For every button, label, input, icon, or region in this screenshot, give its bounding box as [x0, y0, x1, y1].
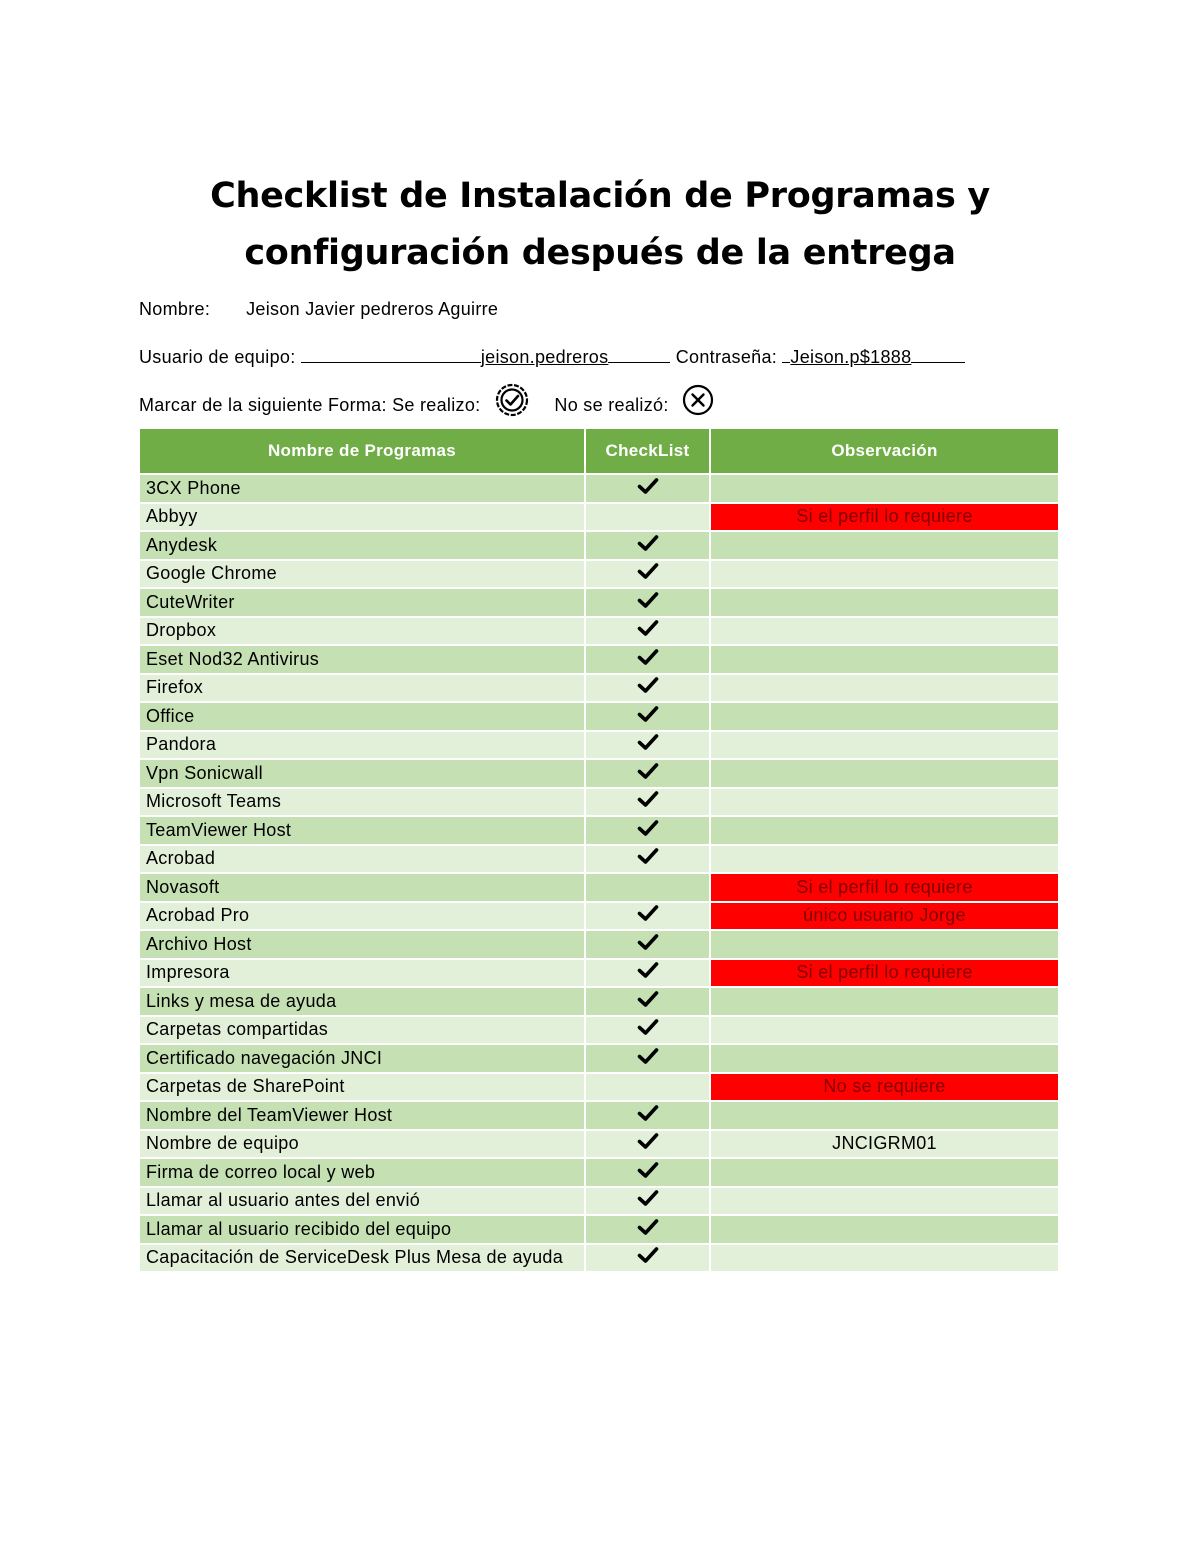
table-row: [139, 674, 1059, 703]
no-realizo-label: No se realizó:: [554, 394, 669, 415]
check-icon: [637, 906, 659, 926]
checklist-cell: [585, 588, 710, 617]
program-name-cell: Impresora: [139, 959, 585, 988]
check-icon: [637, 536, 659, 556]
table-row: [139, 1187, 1059, 1216]
observation-cell: Si el perfil lo requiere: [710, 959, 1059, 988]
check-icon: [637, 1163, 659, 1183]
checklist-cell: [585, 788, 710, 817]
title-line-2: configuración después de la entrega: [244, 233, 956, 273]
observation-cell: [710, 674, 1059, 703]
observation-cell: [710, 1158, 1059, 1187]
checklist-cell: [585, 503, 710, 532]
checklist-cell: [585, 1101, 710, 1130]
contrasena-label: Contraseña:: [675, 347, 778, 367]
program-name-cell: Anydesk: [139, 531, 585, 560]
usuario-value: jeison.pedreros: [480, 347, 609, 367]
checklist-cell: [585, 702, 710, 731]
checklist-cell: [585, 531, 710, 560]
table-row: [139, 731, 1059, 760]
program-name-cell: Nombre del TeamViewer Host: [139, 1101, 585, 1130]
program-name-cell: Vpn Sonicwall: [139, 759, 585, 788]
observation-cell: [710, 1016, 1059, 1045]
program-name-cell: Acrobad Pro: [139, 902, 585, 931]
program-name-cell: Certificado navegación JNCI: [139, 1044, 585, 1073]
nombre-label: Nombre:: [139, 299, 211, 319]
checklist-cell: [585, 1073, 710, 1102]
program-name-cell: Google Chrome: [139, 560, 585, 589]
check-circle-icon: [494, 382, 530, 430]
check-icon: [637, 621, 659, 641]
observation-cell: [710, 645, 1059, 674]
check-icon: [637, 963, 659, 983]
observation-cell: [710, 531, 1059, 560]
table-row: [139, 1244, 1059, 1273]
observation-cell: [710, 816, 1059, 845]
checklist-cell: [585, 731, 710, 760]
program-name-cell: Dropbox: [139, 617, 585, 646]
table-row: [139, 1215, 1059, 1244]
header-nombre-programas: Nombre de Programas: [139, 428, 585, 474]
checklist-table: [138, 427, 1060, 1273]
check-icon: [637, 479, 659, 499]
header-checklist: CheckList: [585, 428, 710, 474]
observation-cell: [710, 930, 1059, 959]
checklist-cell: [585, 1244, 710, 1273]
check-icon: [637, 992, 659, 1012]
observation-cell: [710, 788, 1059, 817]
observation-cell: [710, 1215, 1059, 1244]
observation-cell: [710, 731, 1059, 760]
check-icon: [637, 564, 659, 584]
program-name-cell: Abbyy: [139, 503, 585, 532]
program-name-cell: Links y mesa de ayuda: [139, 987, 585, 1016]
observation-cell: [710, 845, 1059, 874]
check-icon: [637, 650, 659, 670]
table-row: [139, 560, 1059, 589]
check-icon: [637, 707, 659, 727]
table-row: [139, 1073, 1059, 1102]
checklist-cell: [585, 617, 710, 646]
check-icon: [637, 764, 659, 784]
usuario-line: [139, 344, 965, 368]
observation-cell: Si el perfil lo requiere: [710, 503, 1059, 532]
observation-cell: [710, 560, 1059, 589]
check-icon: [637, 1134, 659, 1154]
checklist-cell: [585, 845, 710, 874]
program-name-cell: TeamViewer Host: [139, 816, 585, 845]
program-name-cell: Firma de correo local y web: [139, 1158, 585, 1187]
checklist-cell: [585, 1044, 710, 1073]
observation-cell: único usuario Jorge: [710, 902, 1059, 931]
checklist-cell: [585, 1158, 710, 1187]
table-row: [139, 1101, 1059, 1130]
check-icon: [637, 935, 659, 955]
header-observacion: Observación: [710, 428, 1059, 474]
program-name-cell: Carpetas compartidas: [139, 1016, 585, 1045]
table-row: [139, 645, 1059, 674]
check-icon: [637, 1049, 659, 1069]
observation-cell: [710, 1187, 1059, 1216]
observation-cell: [710, 1101, 1059, 1130]
marcar-line: [139, 382, 714, 418]
program-name-cell: Acrobad: [139, 845, 585, 874]
table-row: [139, 987, 1059, 1016]
table-row: [139, 930, 1059, 959]
program-name-cell: CuteWriter: [139, 588, 585, 617]
program-name-cell: Capacitación de ServiceDesk Plus Mesa de ayuda: [139, 1244, 585, 1273]
table-header-row: [139, 428, 1059, 474]
table-row: [139, 959, 1059, 988]
contrasena-value: Jeison.p$1888: [790, 347, 912, 367]
checklist-cell: [585, 1016, 710, 1045]
checklist-cell: [585, 674, 710, 703]
check-icon: [637, 1106, 659, 1126]
nombre-line: [139, 299, 498, 320]
check-icon: [637, 593, 659, 613]
table-row: [139, 816, 1059, 845]
checklist-cell: [585, 474, 710, 503]
title-line-1: Checklist de Instalación de Programas y: [210, 176, 990, 216]
checklist-cell: [585, 645, 710, 674]
program-name-cell: Llamar al usuario antes del envió: [139, 1187, 585, 1216]
check-icon: [637, 678, 659, 698]
checklist-cell: [585, 959, 710, 988]
check-icon: [637, 735, 659, 755]
observation-cell: [710, 1244, 1059, 1273]
observation-cell: [710, 1044, 1059, 1073]
table-body: [139, 474, 1059, 1272]
program-name-cell: Carpetas de SharePoint: [139, 1073, 585, 1102]
table-row: [139, 531, 1059, 560]
usuario-blank-after: [608, 344, 670, 363]
nombre-value: Jeison Javier pedreros Aguirre: [246, 299, 499, 319]
check-icon: [637, 792, 659, 812]
checklist-cell: [585, 759, 710, 788]
table-row: [139, 873, 1059, 902]
check-icon: [637, 849, 659, 869]
checklist-cell: [585, 1130, 710, 1159]
check-icon: [637, 1191, 659, 1211]
program-name-cell: Llamar al usuario recibido del equipo: [139, 1215, 585, 1244]
checklist-cell: [585, 560, 710, 589]
checklist-cell: [585, 873, 710, 902]
table-row: [139, 474, 1059, 503]
marcar-label: Marcar de la siguiente Forma: Se realizo:: [139, 394, 481, 415]
table-row: [139, 617, 1059, 646]
table-row: [139, 1044, 1059, 1073]
table-row: [139, 503, 1059, 532]
observation-cell: [710, 474, 1059, 503]
table-row: [139, 845, 1059, 874]
program-name-cell: Novasoft: [139, 873, 585, 902]
observation-cell: [710, 987, 1059, 1016]
observation-cell: JNCIGRM01: [710, 1130, 1059, 1159]
document-title: [0, 168, 1200, 282]
program-name-cell: 3CX Phone: [139, 474, 585, 503]
table-row: [139, 702, 1059, 731]
contrasena-blank-after: [911, 344, 965, 363]
program-name-cell: Firefox: [139, 674, 585, 703]
observation-cell: No se requiere: [710, 1073, 1059, 1102]
checklist-cell: [585, 987, 710, 1016]
program-name-cell: Eset Nod32 Antivirus: [139, 645, 585, 674]
check-icon: [637, 821, 659, 841]
table-row: [139, 1158, 1059, 1187]
program-name-cell: Microsoft Teams: [139, 788, 585, 817]
program-name-cell: Office: [139, 702, 585, 731]
table-row: [139, 1130, 1059, 1159]
table-row: [139, 588, 1059, 617]
observation-cell: [710, 759, 1059, 788]
table-row: [139, 759, 1059, 788]
observation-cell: Si el perfil lo requiere: [710, 873, 1059, 902]
program-name-cell: Nombre de equipo: [139, 1130, 585, 1159]
checklist-cell: [585, 930, 710, 959]
usuario-blank-before: [301, 344, 481, 363]
observation-cell: [710, 588, 1059, 617]
table-row: [139, 902, 1059, 931]
checklist-cell: [585, 902, 710, 931]
usuario-label: Usuario de equipo:: [139, 347, 296, 367]
check-icon: [637, 1220, 659, 1240]
check-icon: [637, 1248, 659, 1268]
checklist-cell: [585, 1187, 710, 1216]
observation-cell: [710, 702, 1059, 731]
checklist-cell: [585, 1215, 710, 1244]
program-name-cell: Pandora: [139, 731, 585, 760]
table-row: [139, 1016, 1059, 1045]
checklist-cell: [585, 816, 710, 845]
program-name-cell: Archivo Host: [139, 930, 585, 959]
table-row: [139, 788, 1059, 817]
observation-cell: [710, 617, 1059, 646]
check-icon: [637, 1020, 659, 1040]
x-circle-icon: [682, 384, 714, 428]
